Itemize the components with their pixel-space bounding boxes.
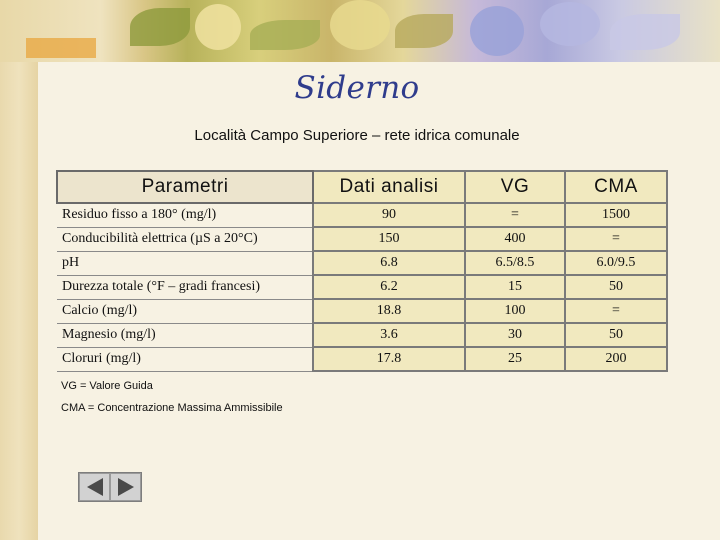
dati-value: 18.8 xyxy=(313,299,465,323)
header-vg: VG xyxy=(465,171,565,203)
triangle-right-icon xyxy=(115,476,137,498)
param-name: Calcio (mg/l) xyxy=(57,299,313,323)
cma-value: 6.0/9.5 xyxy=(565,251,667,275)
table-row xyxy=(57,299,667,323)
triangle-left-icon xyxy=(84,476,106,498)
water-analysis-table xyxy=(56,170,668,372)
param-name: Conducibilità elettrica (µS a 20°C) xyxy=(57,227,313,251)
leaf-decoration xyxy=(610,14,680,50)
param-name: pH xyxy=(57,251,313,275)
param-name: Magnesio (mg/l) xyxy=(57,323,313,347)
cma-value: 50 xyxy=(565,275,667,299)
flower-decoration xyxy=(470,6,524,56)
dati-value: 6.8 xyxy=(313,251,465,275)
legend-notes xyxy=(61,376,283,419)
flower-decoration xyxy=(195,4,241,50)
slide-navigation xyxy=(78,472,142,502)
vg-value: 400 xyxy=(465,227,565,251)
param-name: Durezza totale (°F – gradi francesi) xyxy=(57,275,313,299)
table-header-row xyxy=(57,171,667,203)
note-cma: CMA = Concentrazione Massima Ammissibile xyxy=(61,401,283,414)
table-row xyxy=(57,251,667,275)
param-name: Residuo fisso a 180° (mg/l) xyxy=(57,203,313,227)
leaf-decoration xyxy=(395,14,453,48)
dati-value: 150 xyxy=(313,227,465,251)
header-parametri: Parametri xyxy=(57,171,313,203)
header-dati-analisi: Dati analisi xyxy=(313,171,465,203)
header-cma: CMA xyxy=(565,171,667,203)
cma-value: 1500 xyxy=(565,203,667,227)
next-slide-button[interactable] xyxy=(110,473,141,501)
vg-value: 25 xyxy=(465,347,565,371)
dati-value: 6.2 xyxy=(313,275,465,299)
dati-value: 90 xyxy=(313,203,465,227)
flower-decoration xyxy=(330,0,390,50)
param-name: Cloruri (mg/l) xyxy=(57,347,313,371)
cma-value: 50 xyxy=(565,323,667,347)
dati-value: 17.8 xyxy=(313,347,465,371)
flower-decoration xyxy=(540,2,600,46)
table-row xyxy=(57,323,667,347)
table-row xyxy=(57,203,667,227)
cma-value: 200 xyxy=(565,347,667,371)
vg-value: 15 xyxy=(465,275,565,299)
page-subtitle: Località Campo Superiore – rete idrica comunale xyxy=(194,127,520,144)
vg-value: = xyxy=(465,203,565,227)
page-title: Siderno xyxy=(294,70,420,106)
table-row xyxy=(57,227,667,251)
decorative-banner xyxy=(0,0,720,62)
vg-value: 30 xyxy=(465,323,565,347)
leaf-decoration xyxy=(250,20,320,50)
vg-value: 6.5/8.5 xyxy=(465,251,565,275)
dati-value: 3.6 xyxy=(313,323,465,347)
orange-accent xyxy=(26,38,96,58)
vg-value: 100 xyxy=(465,299,565,323)
leaf-decoration xyxy=(130,8,190,46)
cma-value: = xyxy=(565,227,667,251)
cma-value: = xyxy=(565,299,667,323)
table-row xyxy=(57,347,667,371)
previous-slide-button[interactable] xyxy=(79,473,110,501)
note-vg: VG = Valore Guida xyxy=(61,380,153,392)
table-row xyxy=(57,275,667,299)
